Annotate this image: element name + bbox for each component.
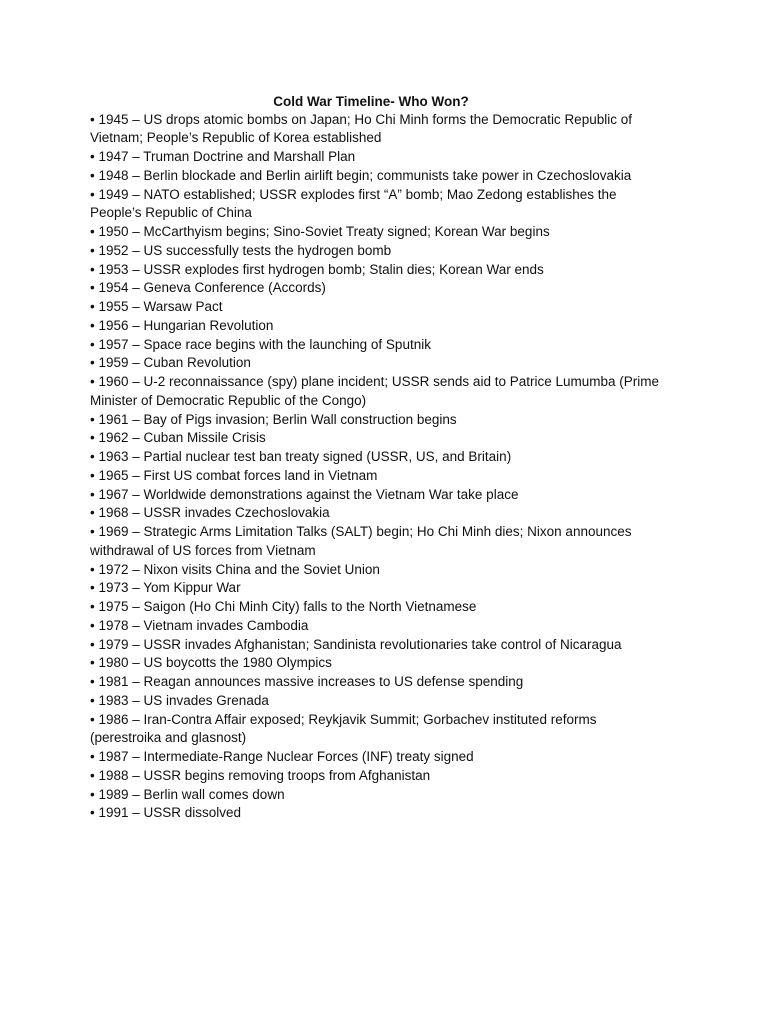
timeline-line: • 1983 – US invades Grenada <box>90 692 269 708</box>
timeline-line: (perestroika and glasnost) <box>90 730 247 746</box>
timeline-line: • 1991 – USSR dissolved <box>90 805 242 821</box>
timeline-line: • 1955 – Warsaw Pact <box>90 299 223 314</box>
timeline-line: • 1956 – Hungarian Revolution <box>90 317 274 333</box>
timeline-line: People’s Republic of China <box>90 205 252 221</box>
timeline-line: • 1973 – Yom Kippur War <box>90 580 241 596</box>
timeline-line: • 1972 – Nixon visits China and the Soviet Union <box>90 561 380 577</box>
timeline-line: • 1945 – US drops atomic bombs on Japan; Ho Chi Minh forms the Democratic Republic of <box>90 111 632 127</box>
timeline-line: • 1961 – Bay of Pigs invasion; Berlin Wall construction begins <box>90 411 457 427</box>
timeline-line: • 1947 – Truman Doctrine and Marshall Plan <box>90 149 356 164</box>
timeline-list <box>90 111 690 824</box>
timeline-line: • 1962 – Cuban Missile Crisis <box>90 430 266 446</box>
timeline-line: • 1952 – US successfully tests the hydrogen bomb <box>90 242 392 258</box>
timeline-line: • 1953 – USSR explodes first hydrogen bomb; Stalin dies; Korean War ends <box>90 261 544 277</box>
timeline-line: • 1965 – First US combat forces land in Vietnam <box>90 467 378 483</box>
timeline-line: • 1968 – USSR invades Czechoslovakia <box>90 505 330 521</box>
document-title: Cold War Timeline- Who Won? <box>273 94 469 109</box>
timeline-line: • 1959 – Cuban Revolution <box>90 355 251 371</box>
timeline-line: • 1975 – Saigon (Ho Chi Minh City) falls to the North Vietnamese <box>90 599 477 614</box>
timeline-line: Minister of Democratic Republic of the Congo) <box>90 392 367 408</box>
timeline-line: • 1988 – USSR begins removing troops from Afghanistan <box>90 767 431 783</box>
timeline-line: • 1954 – Geneva Conference (Accords) <box>90 280 326 296</box>
timeline-line: • 1986 – Iran-Contra Affair exposed; Reykjavik Summit; Gorbachev instituted reforms <box>90 711 597 727</box>
timeline-line: • 1948 – Berlin blockade and Berlin airlift begin; communists take power in Czechoslovakia <box>90 167 632 183</box>
timeline-line: • 1957 – Space race begins with the launching of Sputnik <box>90 336 431 352</box>
timeline-line: Vietnam; People’s Republic of Korea established <box>90 130 382 146</box>
timeline-line: • 1967 – Worldwide demonstrations against the Vietnam War take place <box>90 486 519 502</box>
timeline-line: • 1960 – U-2 reconnaissance (spy) plane incident; USSR sends aid to Patrice Lumumba (Prime <box>90 374 660 389</box>
timeline-line: • 1979 – USSR invades Afghanistan; Sandinista revolutionaries take control of Nicaragua <box>90 636 622 652</box>
timeline-line: • 1981 – Reagan announces massive increases to US defense spending <box>90 674 524 689</box>
timeline-line: • 1969 – Strategic Arms Limitation Talks (SALT) begin; Ho Chi Minh dies; Nixon announces <box>90 524 632 539</box>
timeline-line: • 1989 – Berlin wall comes down <box>90 786 285 802</box>
timeline-line: • 1980 – US boycotts the 1980 Olympics <box>90 655 332 671</box>
timeline-line: • 1978 – Vietnam invades Cambodia <box>90 617 309 633</box>
timeline-line: • 1950 – McCarthyism begins; Sino-Soviet Treaty signed; Korean War begins <box>90 224 550 239</box>
timeline-line: • 1987 – Intermediate-Range Nuclear Forces (INF) treaty signed <box>90 749 474 764</box>
timeline-line: • 1949 – NATO established; USSR explodes first “A” bomb; Mao Zedong establishes the <box>90 186 617 202</box>
timeline-line: • 1963 – Partial nuclear test ban treaty signed (USSR, US, and Britain) <box>90 449 512 464</box>
timeline-line: withdrawal of US forces from Vietnam <box>90 542 316 558</box>
